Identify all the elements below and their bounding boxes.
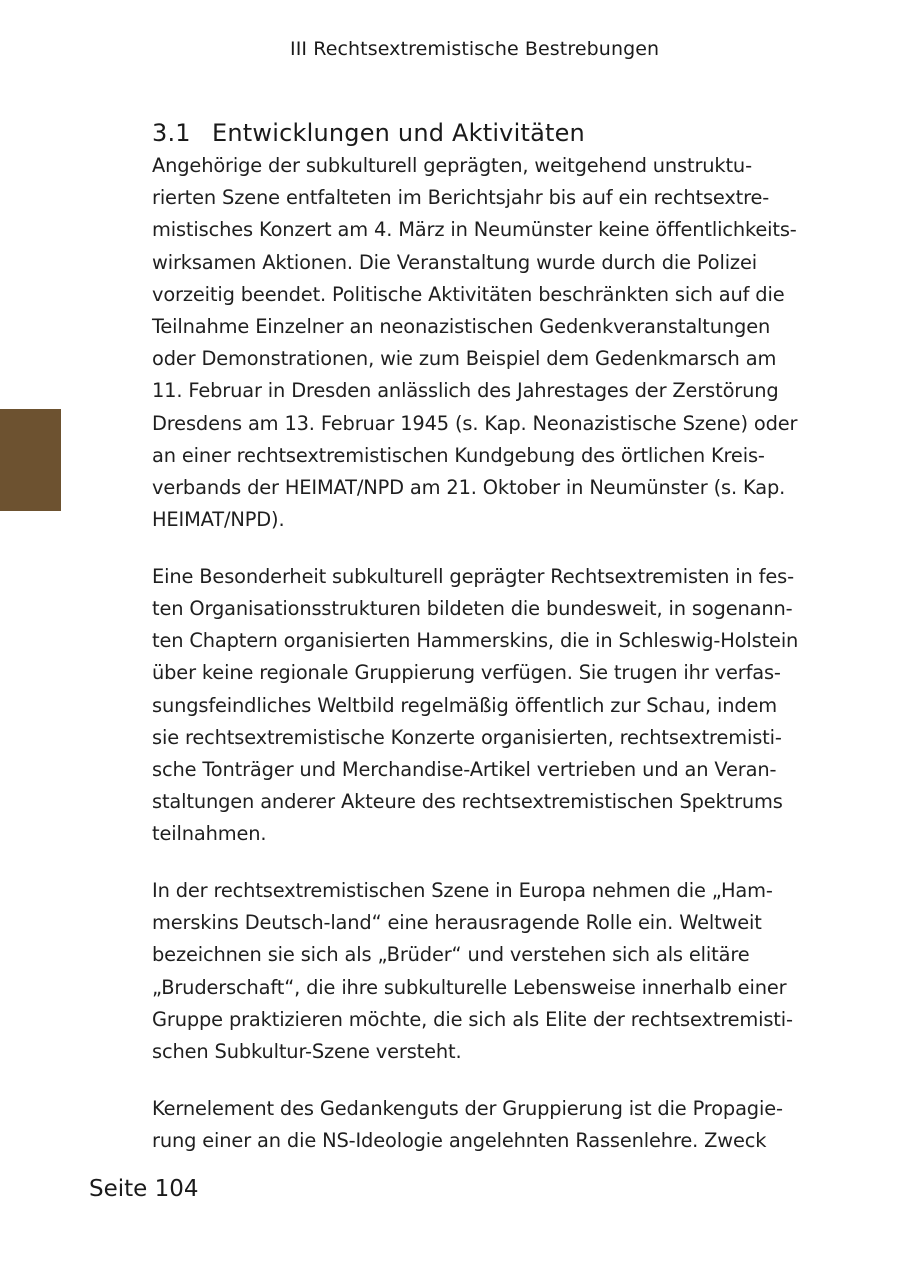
text-line: verbands der HEIMAT/NPD am 21. Oktober in Neumünster (s. Kap.	[152, 475, 786, 499]
text-line: Teilnahme Einzelner an neonazistischen Gedenkveranstaltungen	[152, 314, 771, 338]
section-heading	[152, 117, 585, 149]
text-line: rierten Szene entfalteten im Berichtsjahr bis auf ein rechtsextre-	[152, 186, 770, 210]
paragraph-2	[152, 561, 812, 851]
text-line: vorzeitig beendet. Politische Aktivitäten beschränkten sich auf die	[152, 282, 785, 306]
text-line: Dresdens am 13. Februar 1945 (s. Kap. Neonazistische Szene) oder	[152, 411, 798, 435]
section-title: Entwicklungen und Aktivitäten	[212, 118, 585, 147]
text-line: merskins Deutsch-land“ eine herausragende Rolle ein. Weltweit	[152, 911, 762, 935]
text-line: sche Tonträger und Merchandise-Artikel vertrieben und an Veran-	[152, 757, 777, 781]
text-line: über keine regionale Gruppierung verfügen. Sie trugen ihr verfas-	[152, 661, 781, 685]
text-line: sie rechtsextremistische Konzerte organisierten, rechtsextremisti-	[152, 725, 782, 749]
text-line: oder Demonstrationen, wie zum Beispiel dem Gedenkmarsch am	[152, 347, 777, 371]
text-line: teilnahmen.	[152, 822, 267, 846]
text-line: schen Subkultur-Szene versteht.	[152, 1039, 462, 1063]
text-line: „Bruderschaft“, die ihre subkulturelle Lebensweise innerhalb einer	[152, 975, 787, 999]
text-line: rung einer an die NS-Ideologie angelehnten Rassenlehre. Zweck	[152, 1128, 767, 1152]
text-line: ten Organisationsstrukturen bildeten die bundesweit, in sogenann-	[152, 596, 793, 620]
running-header: III Rechtsextremistische Bestrebungen	[290, 38, 660, 60]
text-line: sungsfeindliches Weltbild regelmäßig öffentlich zur Schau, indem	[152, 693, 778, 717]
paragraph-4	[152, 1093, 812, 1157]
text-line: Gruppe praktizieren möchte, die sich als Elite der rechtsextremisti-	[152, 1007, 793, 1031]
chapter-side-tab	[0, 409, 61, 511]
text-line: Angehörige der subkulturell geprägten, weitgehend unstruktu-	[152, 154, 752, 177]
section-number: 3.1	[152, 118, 191, 147]
text-line: Eine Besonderheit subkulturell geprägter Rechtsextremisten in fes-	[152, 564, 794, 588]
body-text	[152, 150, 812, 1181]
text-line: an einer rechtsextremistischen Kundgebung des örtlichen Kreis-	[152, 443, 765, 467]
text-line: Kernelement des Gedankenguts der Gruppierung ist die Propagie-	[152, 1096, 783, 1120]
text-line: wirksamen Aktionen. Die Veranstaltung wurde durch die Polizei	[152, 250, 757, 274]
page-number: Seite 104	[89, 1176, 199, 1202]
text-line: mistisches Konzert am 4. März in Neumünster keine öffentlichkeits-	[152, 218, 797, 242]
text-line: HEIMAT/NPD).	[152, 508, 285, 532]
text-line: bezeichnen sie sich als „Brüder“ und verstehen sich als elitäre	[152, 943, 750, 967]
paragraph-1	[152, 150, 812, 536]
paragraph-3	[152, 875, 812, 1068]
text-line: ten Chaptern organisierten Hammerskins, die in Schleswig-Holstein	[152, 629, 799, 653]
text-line: In der rechtsextremistischen Szene in Europa nehmen die „Ham-	[152, 878, 773, 902]
text-line: 11. Februar in Dresden anlässlich des Jahrestages der Zerstörung	[152, 379, 779, 403]
text-line: staltungen anderer Akteure des rechtsextremistischen Spektrums	[152, 790, 783, 814]
